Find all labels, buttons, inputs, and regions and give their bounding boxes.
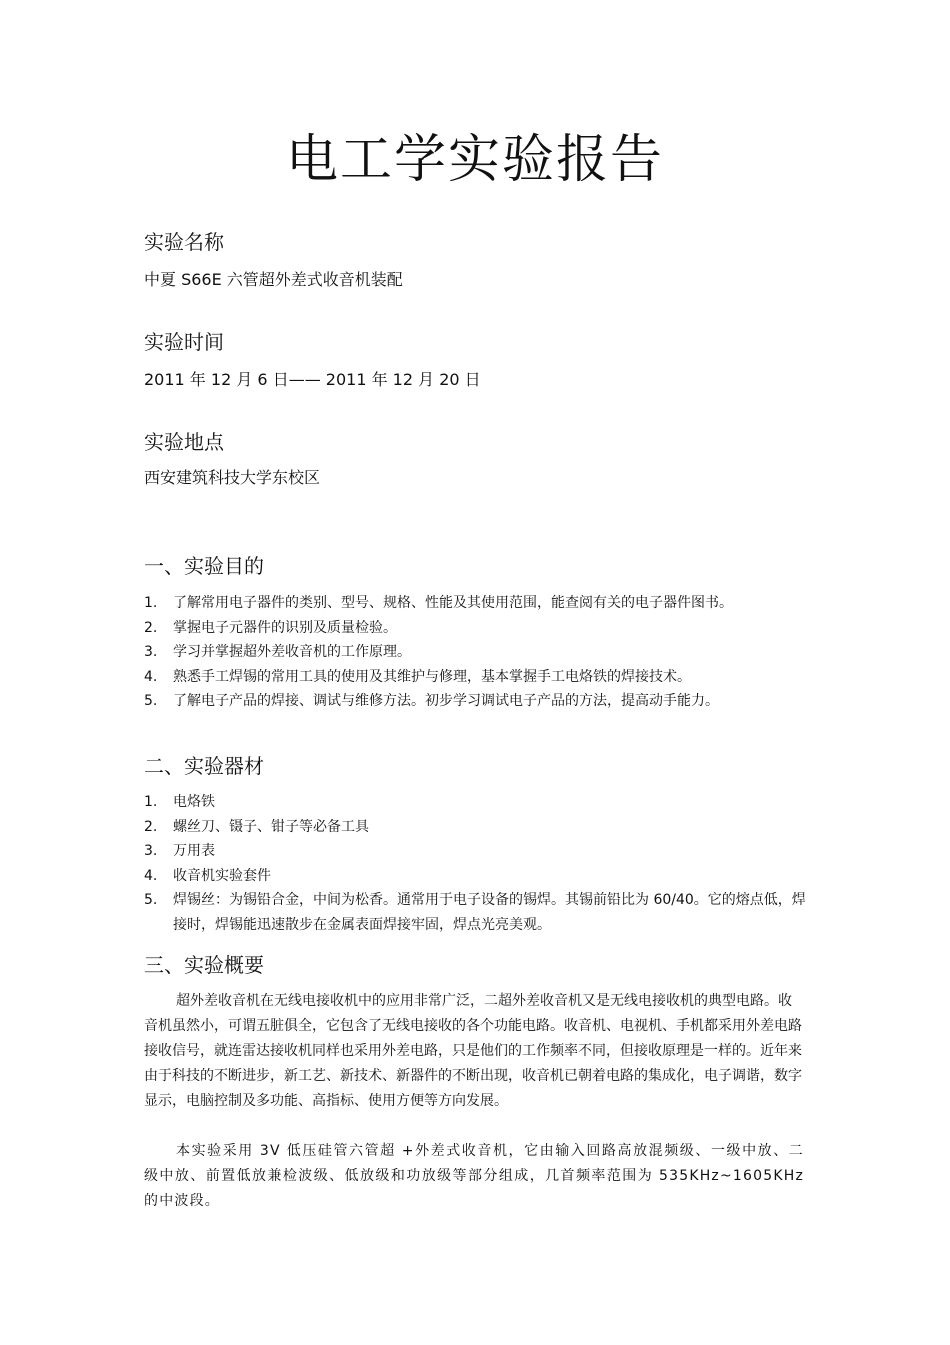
- list-item: [144, 839, 814, 864]
- list-text: 电烙铁: [173, 794, 215, 810]
- section-heading-overview: 三、实验概要: [144, 953, 264, 977]
- list-number: 2.: [144, 619, 158, 636]
- list-item: [144, 689, 814, 714]
- list-text: 收音机实验套件: [173, 867, 271, 884]
- list-item: [144, 640, 814, 665]
- list-item: [144, 591, 814, 616]
- list-item: [144, 864, 814, 889]
- overview-paragraph-2: 本实验采用 3V 低压硅管六管超 +外差式收音机，它由输入回路高放混频级、一级中放、二级中放、前置低放兼检波级、低放级和功放级等部分组成，几首频率范围为 535KHz~1605KHz的中波段。: [144, 1143, 804, 1209]
- list-item: [144, 665, 814, 690]
- purpose-list: [144, 591, 814, 714]
- overview-paragraph-1: 超外差收音机在无线电接收机中的应用非常广泛，二超外差收音机又是无线电接收机的典型电路。收音机虽然小，可谓五脏俱全，它包含了无线电接收的各个功能电路。收音机、电视机、手机都采用外差电路接收信号，就连雷达接收机同样也采用外差电路，只是他们的工作频率不同，但接收原理是一样的。近年来由于科技的不断进步，新工艺、新技术、新器件的不断出现，收音机已朝着电路的集成化，电子调谐，数字显示，电脑控制及多功能、高指标、使用方便等方向发展。: [144, 993, 802, 1109]
- list-text: 了解电子产品的焊接、调试与维修方法。初步学习调试电子产品的方法，提高动手能力。: [173, 693, 719, 709]
- list-number: 2.: [144, 818, 158, 835]
- list-item: [144, 815, 814, 840]
- list-text: 掌握电子元器件的识别及质量检验。: [173, 619, 397, 636]
- info-value-location: 西安建筑科技大学东校区: [144, 468, 321, 487]
- list-number: 1.: [144, 794, 158, 810]
- list-number: 1.: [144, 595, 158, 611]
- info-value-time: 2011 年 12 月 6 日—— 2011 年 12 月 20 日: [144, 370, 481, 389]
- info-label-name: 实验名称: [144, 230, 224, 254]
- list-text: 学习并掌握超外差收音机的工作原理。: [173, 644, 411, 660]
- list-text: 万用表: [173, 843, 215, 859]
- info-label-time: 实验时间: [144, 330, 224, 354]
- list-number: 4.: [144, 867, 158, 884]
- list-number: 5.: [144, 693, 158, 709]
- list-text: 螺丝刀、镊子、钳子等必备工具: [173, 818, 369, 835]
- list-item: [144, 790, 814, 815]
- list-number: 4.: [144, 668, 158, 685]
- page-title: 电工学实验报告: [285, 130, 664, 190]
- section-heading-materials: 二、实验器材: [144, 754, 264, 778]
- info-label-location: 实验地点: [144, 430, 224, 454]
- list-text: 了解常用电子器件的类别、型号、规格、性能及其使用范围，能查阅有关的电子器件图书。: [173, 595, 733, 611]
- info-value-name: 中夏 S66E 六管超外差式收音机装配: [144, 270, 403, 289]
- list-text: 熟悉手工焊锡的常用工具的使用及其维护与修理，基本掌握手工电烙铁的焊接技术。: [173, 668, 691, 685]
- list-item: [144, 616, 814, 641]
- list-text: 焊锡丝：为锡铅合金，中间为松香。通常用于电子设备的锡焊。其锡前铅比为 60/40。它的熔点低，焊接时，焊锡能迅速散步在金属表面焊接牢固，焊点光亮美观。: [173, 892, 806, 933]
- list-number: 3.: [144, 644, 158, 660]
- list-item: [144, 888, 814, 937]
- section-heading-purpose: 一、实验目的: [144, 554, 264, 578]
- list-number: 5.: [144, 892, 158, 908]
- materials-list: [144, 790, 814, 937]
- list-number: 3.: [144, 843, 158, 859]
